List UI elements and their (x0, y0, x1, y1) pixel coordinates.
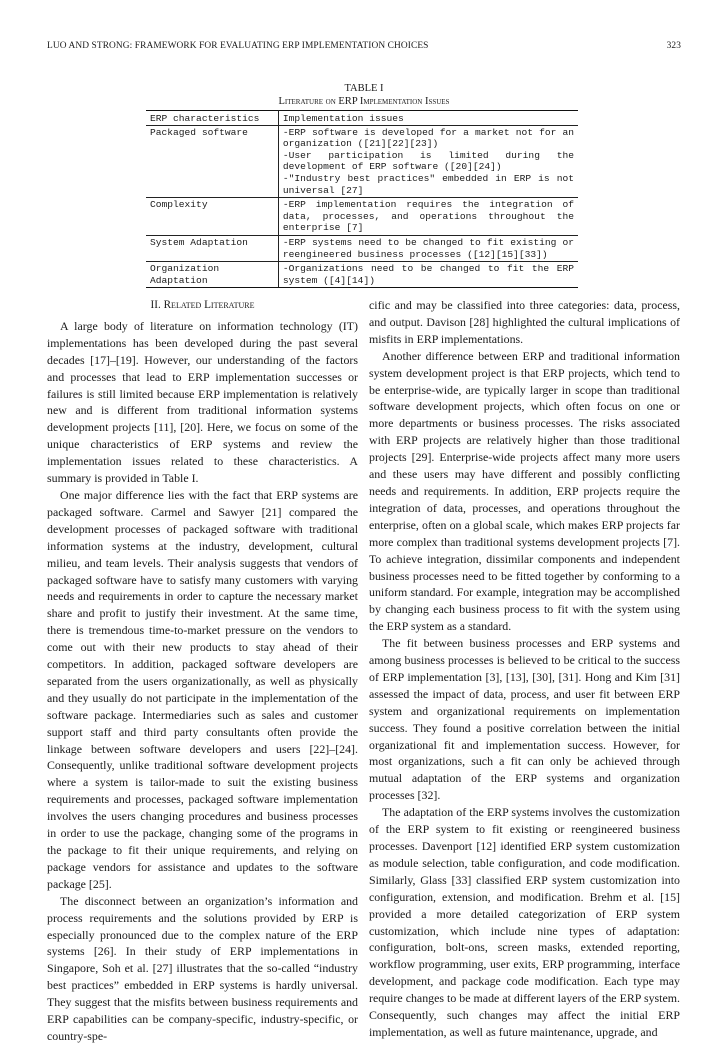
table-label: TABLE I (344, 83, 384, 94)
paragraph: A large body of literature on information technology (IT) implementations has been developed during the past several decades [17]–[19]. However, our understanding of the factors and processes that lead to ERP implementation successes or failures is still limited because ERP implementation is relatively new and is different from traditional information systems development projects [11], [20]. Here, we focus on some of the unique characteristics of ERP systems and review the implementation issues related to these characteristics. A summary is provided in Table I. (47, 318, 358, 486)
table-cell-issues (278, 235, 578, 261)
issue-item: -User participation is limited during the development of ERP software ([20][24]) (282, 149, 574, 173)
table-title: Literature on ERP Implementation Issues (278, 96, 450, 107)
table-caption (0, 82, 728, 108)
section-number: II. (150, 299, 161, 311)
running-head-title: LUO AND STRONG: FRAMEWORK FOR EVALUATING ERP IMPLEMENTATION CHOICES (47, 41, 429, 51)
table-row (146, 262, 578, 288)
right-column (369, 297, 680, 1041)
table-cell-characteristic: Complexity (146, 198, 278, 236)
paragraph: The disconnect between an organization’s information and process requirements and the solutions provided by ERP is especially pronounced due to the complex nature of the ERP systems [26]. In their study of ERP implementations in Singapore, Soh et al. [27] illustrates that the so-called “industry best practices” embedded in ERP systems is hardly universal. They suggest that the misfits between business requirements and ERP capabilities can be company-specific, industry-specific, or country-spe- (47, 893, 358, 1043)
table-col-header: ERP characteristics (146, 111, 278, 126)
table-row (146, 125, 578, 198)
literature-table (146, 110, 578, 288)
paragraph: The fit between business processes and ERP systems and among business processes is believed to be critical to the success of ERP implementation [3], [13], [30], [31]. Hong and Kim [31] assessed the impact of data, process, and user fit between ERP system and organizational requirements on implementation success. They found a positive correlation between the initial organizational fit and implementation success. However, for most organizations, such a fit can only be achieved through mutual adaptation of the ERP systems and organization processes [32]. (369, 636, 680, 803)
table-row (146, 235, 578, 261)
issue-item: -Organizations need to be changed to fit the ERP system ([4][14]) (282, 263, 574, 286)
table-cell-issues (278, 262, 578, 288)
table-cell-issues (278, 198, 578, 236)
paragraph: cific and may be classified into three categories: data, process, and output. Davison [28] highlighted the cultural implications of misfits in ERP implementations. (369, 298, 680, 346)
issue-item: -"Industry best practices" embedded in ERP is not universal [27] (282, 172, 574, 196)
table-header-row (146, 111, 578, 126)
issue-item: -ERP software is developed for a market not for an organization ([21][22][23]) (282, 126, 574, 150)
paragraph: Another difference between ERP and traditional information system development project is that ERP projects, which tend to be enterprise-wide, are typically larger in scope than traditional software development projects, which often focus on one or more departments or business processes. The risks associated with ERP projects are relatively higher than those traditional projects [29]. Enterprise-wide projects affect many more users and these users may have different and possibly conflicting needs and requirements. In addition, ERP projects require the integration of data, processes, and operations throughout the enterprise, often on a global scale, which makes ERP projects far more complex than traditional systems development projects [7]. To achieve integration, dissimilar components and independent business processes need to be fitted together by conforming to a uniform standard. For example, integration may be accomplished by changing each business process to fit with the system using the ERP system as a standard. (369, 348, 680, 634)
table-row (146, 198, 578, 236)
paragraph: One major difference lies with the fact that ERP systems are packaged software. Carmel and Sawyer [21] compared the development processes of packaged software with traditional information systems at the industry, development, cultural milieu, and team levels. Their analysis suggests that vendors of packaged software have to satisfy many customers with varying needs and requirements in order to capture the necessary market share and profit to justify their investment. At the same time, there is tremendous time-to-market pressure on the vendors to come out with their new products to stay ahead of their competitors. In addition, packaged software developers are separated from the users organizationally, as well as physically and they usually do not participate in the implementation of the software package. Intermediaries such as sales and customer support staff and third party consultants often provide the linkage between software developers and users [22]–[24]. Consequently, unlike traditional software development projects where a system is tailor-made to suit the existing business requirements and processes, packaged software implementation involves the users changing procedures and business processes in order to use the package, changing some of the programs in the package to fit their unique requirements, and relying on package vendors for assistance and updates to the software package [25]. (47, 487, 358, 891)
table-cell-characteristic: Packaged software (146, 125, 278, 198)
table-cell-characteristic: System Adaptation (146, 235, 278, 261)
table-cell-characteristic: Organization Adaptation (146, 262, 278, 288)
table-cell-issues (278, 125, 578, 198)
issue-item: -ERP implementation requires the integration of data, processes, and operations throughout the enterprise [7] (282, 199, 574, 234)
section-heading (47, 297, 358, 314)
page-number: 323 (666, 41, 681, 51)
section-title: Related Literature (163, 299, 255, 311)
running-head (47, 41, 681, 55)
table-col-header: Implementation issues (278, 111, 578, 126)
issue-item: -ERP systems need to be changed to fit existing or reengineered business processes ([12][15][33]) (282, 236, 574, 260)
paragraph: The adaptation of the ERP systems involves the customization of the ERP system to fit existing or reengineered business processes. Davenport [12] identified ERP system customization as module selection, table configuration, and code modification. Similarly, Glass [33] classified ERP system customization into configuration, extension, and modification. Brehm et al. [15] provided a more detailed categorization of ERP system customization, which include nine types of adaptation: configuration, bolt-ons, screen masks, extended reporting, workflow programming, user exits, ERP programming, interface development, and package code modification. Each type may require changes to be made at different layers of the ERP system. Consequently, such changes may affect the initial ERP implementation, as well as future maintenance, upgrade, and (369, 805, 680, 1039)
left-column (47, 297, 358, 1045)
